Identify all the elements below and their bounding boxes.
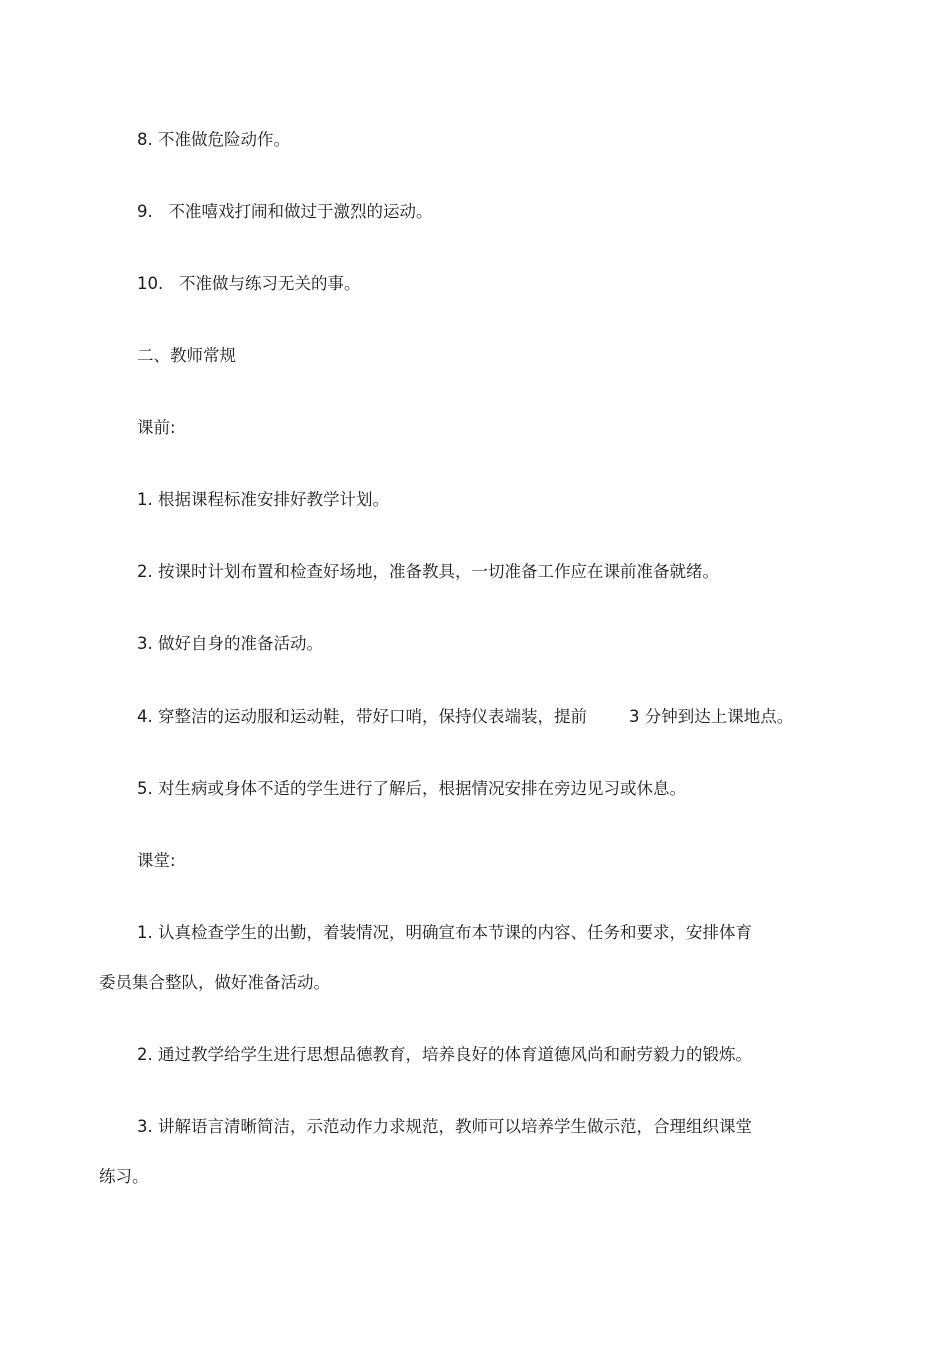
rule-10: 10. 不准做与练习无关的事。: [137, 274, 361, 293]
before-class-item-3: 3. 做好自身的准备活动。: [137, 634, 323, 653]
in-class-heading: 课堂:: [137, 851, 176, 870]
in-class-item-3-line-2: 练习。: [99, 1167, 149, 1186]
before-class-item-5: 5. 对生病或身体不适的学生进行了解后，根据情况安排在旁边见习或休息。: [137, 779, 686, 798]
rule-9: 9. 不准嘻戏打闹和做过于激烈的运动。: [137, 202, 433, 221]
teacher-section-heading: 二、教师常规: [137, 346, 236, 365]
in-class-item-1-line-2: 委员集合整队，做好准备活动。: [99, 973, 330, 992]
in-class-item-2: 2. 通过教学给学生进行思想品德教育，培养良好的体育道德风尚和耐劳毅力的锻炼。: [137, 1045, 752, 1064]
in-class-item-3-line-1: 3. 讲解语言清晰简洁，示范动作力求规范，教师可以培养学生做示范，合理组织课堂: [137, 1117, 752, 1136]
in-class-item-1-line-1: 1. 认真检查学生的出勤，着装情况，明确宣布本节课的内容、任务和要求，安排体育: [137, 923, 752, 942]
before-class-item-4: 4. 穿整洁的运动服和运动鞋，带好口哨，保持仪表端装，提前 3 分钟到达上课地点。: [137, 707, 794, 726]
before-class-item-2: 2. 按课时计划布置和检查好场地，准备教具，一切准备工作应在课前准备就绪。: [137, 562, 719, 581]
before-class-heading: 课前:: [137, 418, 176, 437]
rule-8: 8. 不准做危险动作。: [137, 130, 290, 149]
before-class-item-1: 1. 根据课程标准安排好教学计划。: [137, 490, 389, 509]
